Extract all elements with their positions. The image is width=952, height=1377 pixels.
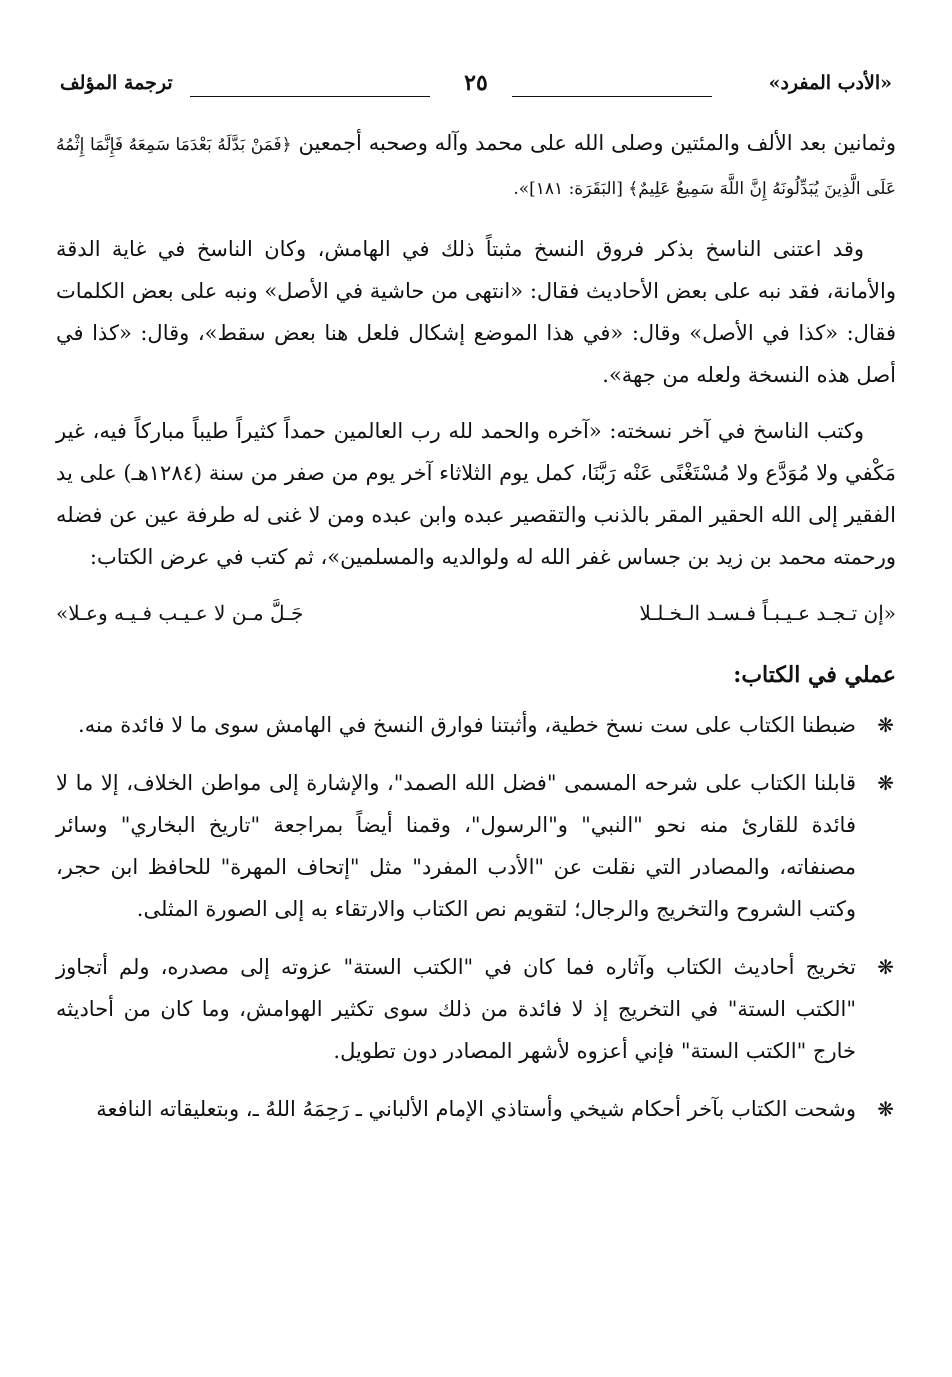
paragraph-copyist-care: وقد اعتنى الناسخ بذكر فروق النسخ مثبتاً ذلك في الهامش، وكان الناسخ في غاية الدقة والأمانة، فقد نبه على بعض الأحاديث فقال: «انتهى من حاشية في الأصل» ونبه على بعض الكلمات فقال: «كذا في الأصل» وقال: «في هذا الموضع إشكال فلعل هنا بعض سقط»، وقال: «كذا في أصل هذه النسخة ولعله من جهة». [56,237,896,387]
list-item-text: وشحت الكتاب بآخر أحكام شيخي وأستاذي الإمام الألباني ـ رَحِمَهُ اللهُ ـ، وبتعليقاته النافعة [96,1097,856,1121]
poetry-verse [56,592,896,634]
verse-second-hemistich: جَـلَّ مـن لا عـيـب فـيـه وعـلا» [56,601,304,625]
list-item-text: ضبطنا الكتاب على ست نسخ خطية، وأثبتنا فوارق النسخ في الهامش سوى ما لا فائدة منه. [78,713,856,737]
continuation-paragraph [56,122,896,210]
list-item [56,704,896,746]
book-title: «الأدب المفرد» [768,72,892,94]
asterism-icon: ❋ [877,955,894,979]
verse-first-hemistich: «إن تـجـد عـيـبـاً فـسـد الـخـلـلا [639,601,896,625]
section-title: ترجمة المؤلف [60,72,173,94]
work-items-list [56,704,896,1130]
header-rule-right [512,96,712,97]
list-item [56,762,896,930]
list-item [56,1088,896,1130]
list-item-text: قابلنا الكتاب على شرحه المسمى "فضل الله الصمد"، والإشارة إلى مواطن الخلاف، إلا ما لا فائدة للقارئ منه نحو "النبي" و"الرسول"، وقمنا أيضاً بمراجعة "تاريخ البخاري" وسائر مصنفاته، والمصادر التي نقلت عن "الأدب المفرد" مثل "إتحاف المهرة" للحافظ ابن حجر، وكتب الشروح والتخريج والرجال؛ لتقويم نص الكتاب والارتقاء به إلى الصورة المثلى. [56,771,856,921]
asterism-icon: ❋ [877,771,894,795]
paragraph-colophon: وكتب الناسخ في آخر نسخته: «آخره والحمد لله رب العالمين حمداً كثيراً طيباً مباركاً فيه، غير مَكْفي ولا مُوَدَّع ولا مُسْتَغْنًى عَنْه رَبَّنَا، كمل يوم الثلاثاء آخر يوم من صفر من سنة (١٢٨٤هـ) على يد الفقير إلى الله الحقير المقر بالذنب والتقصير عبده وابن عبده ومن لا غنى له طرفة عين عن فضله ورحمته محمد بن زيد بن جساس غفر الله له ولوالديه والمسلمين»، ثم كتب في عرض الكتاب: [56,419,896,569]
running-header [60,72,892,112]
page-number: ٢٥ [464,70,488,96]
asterism-icon: ❋ [877,713,894,737]
section-heading: عملي في الكتاب: [733,662,896,688]
quran-verse: ﴿فَمَنْ بَدَّلَهُ بَعْدَمَا سَمِعَهُ فَإِنَّمَا إِثْمُهُ عَلَى الَّذِينَ يُبَدِّلُونَهُ إِنَّ اللَّهَ سَمِيعٌ عَلِيمٌ﴾ [البَقَرَة: ١٨١]». [56,135,896,199]
header-rule-left [190,96,430,97]
page-body [56,122,896,1146]
asterism-icon: ❋ [877,1097,894,1121]
list-item-text: تخريج أحاديث الكتاب وآثاره فما كان في "الكتب الستة" عزوته إلى مصدره، ولم أتجاوز "الكتب الستة" في التخريج إذ لا فائدة من ذلك سوى تكثير الهوامش، وما كان من أحاديثه خارج "الكتب الستة" فإني أعزوه لأشهر المصادر دون تطويل. [56,955,856,1063]
continuation-text: وثمانين بعد الألف والمئتين وصلى الله على محمد وآله وصحبه أجمعين [298,131,896,155]
list-item [56,946,896,1072]
